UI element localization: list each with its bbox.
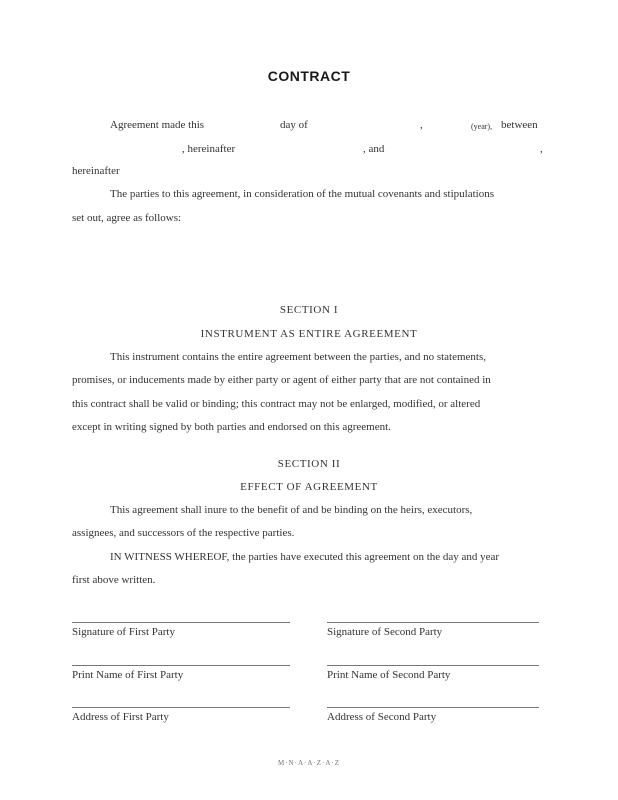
preamble-hereinafter-2: hereinafter xyxy=(72,165,120,177)
print-name-first-line[interactable] xyxy=(72,665,290,666)
print-name-second-label: Print Name of Second Party xyxy=(327,669,451,681)
section-1-line-2: promises, or inducements made by either party or agent of either party that are not contained in xyxy=(72,374,491,386)
section-2-line-1: This agreement shall inure to the benefit of and be binding on the heirs, executors, xyxy=(110,504,473,516)
preamble-day-of: day of xyxy=(280,119,308,131)
intro-line-1: The parties to this agreement, in consideration of the mutual covenants and stipulations xyxy=(110,188,494,200)
preamble-hereinafter: , hereinafter xyxy=(182,143,236,155)
preamble-and: , and xyxy=(363,143,385,155)
section-2-number: SECTION II xyxy=(277,458,341,470)
section-2-line-2: assignees, and successors of the respective parties. xyxy=(72,527,295,539)
preamble-comma: , xyxy=(420,119,423,131)
section-1-title: INSTRUMENT AS ENTIRE AGREEMENT xyxy=(200,328,418,340)
print-name-first-label: Print Name of First Party xyxy=(72,669,184,681)
witness-line-2: first above written. xyxy=(72,574,156,586)
address-second-label: Address of Second Party xyxy=(327,711,437,723)
intro-line-2: set out, agree as follows: xyxy=(72,212,182,224)
page-footer: M·N·A·A·Z·A·Z xyxy=(278,759,340,767)
preamble-comma-2: , xyxy=(540,143,543,155)
address-first-line[interactable] xyxy=(72,707,290,708)
preamble-year-hint: (year), xyxy=(471,122,493,131)
section-1-line-4: except in writing signed by both parties and endorsed on this agreement. xyxy=(72,421,391,433)
preamble-agreement-made: Agreement made this xyxy=(110,119,205,131)
signature-first-line[interactable] xyxy=(72,622,290,623)
signature-second-label: Signature of Second Party xyxy=(327,626,443,638)
section-2-title: EFFECT OF AGREEMENT xyxy=(240,481,378,493)
signature-first-label: Signature of First Party xyxy=(72,626,175,638)
section-1-line-3: this contract shall be valid or binding; this contract may not be enlarged, modified, or altered xyxy=(72,398,481,410)
section-1-number: SECTION I xyxy=(279,304,339,316)
address-first-label: Address of First Party xyxy=(72,711,169,723)
section-1-line-1: This instrument contains the entire agreement between the parties, and no statements, xyxy=(110,351,487,363)
signature-second-line[interactable] xyxy=(327,622,539,623)
preamble-between: between xyxy=(501,119,538,131)
address-second-line[interactable] xyxy=(327,707,539,708)
print-name-second-line[interactable] xyxy=(327,665,539,666)
witness-line-1: IN WITNESS WHEREOF, the parties have executed this agreement on the day and year xyxy=(110,551,500,563)
page-title: CONTRACT xyxy=(267,68,351,84)
